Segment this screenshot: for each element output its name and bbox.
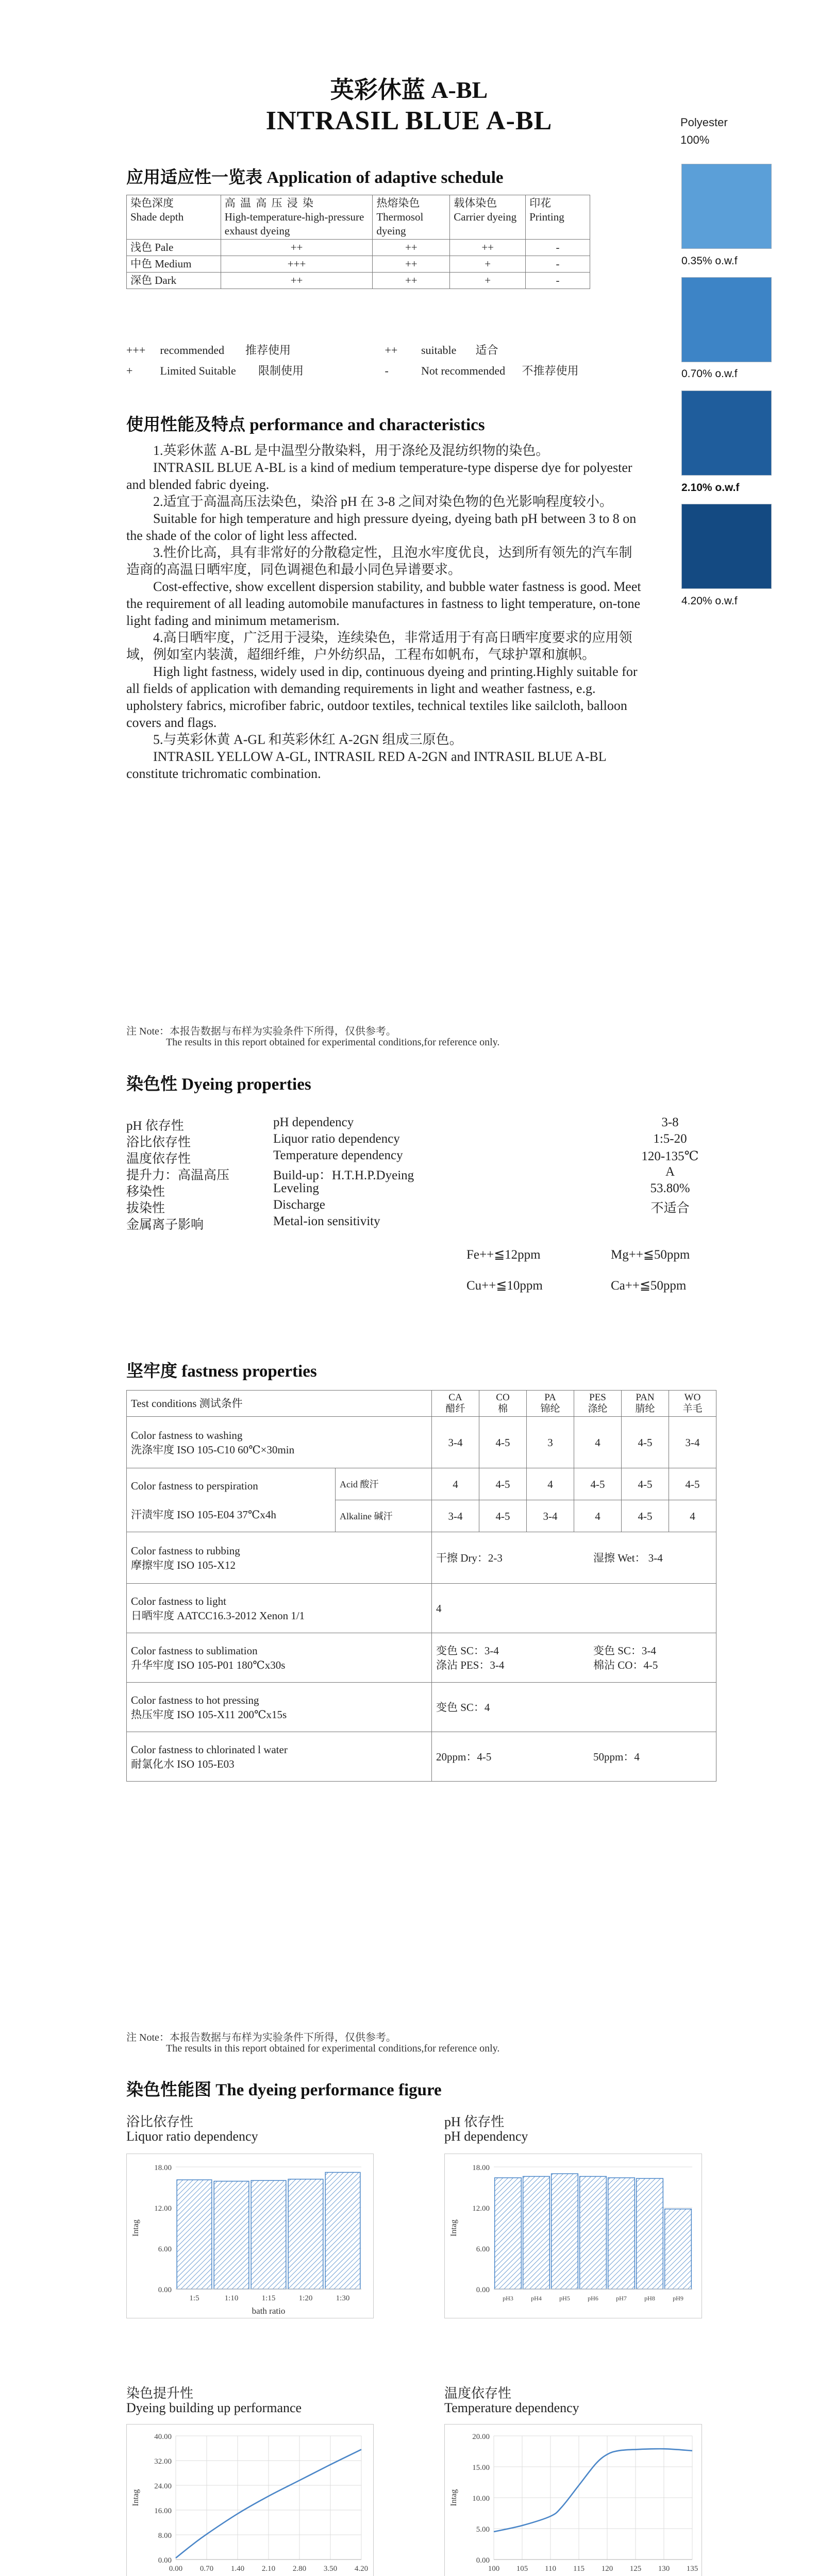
x-tick-label: 1:10 (224, 2294, 239, 2302)
chart-ph (444, 2154, 702, 2318)
x-tick-label: pH9 (673, 2295, 683, 2302)
table-cell: 20ppm：4-5 50ppm：4 (432, 1732, 716, 1782)
performance-heading: 使用性能及特点 performance and characteristics (126, 416, 485, 434)
table-cell: ++ (373, 240, 450, 256)
x-tick-label: 1.40 (230, 2565, 245, 2573)
y-tick-label: 18.00 (472, 2164, 490, 2172)
x-axis-label: bath ratio (252, 2306, 286, 2316)
x-tick-label: pH5 (559, 2295, 570, 2302)
y-axis-label: Intag (131, 2489, 140, 2506)
note-line2: The results in this report obtained for experimental conditions,for reference only. (166, 1037, 500, 1048)
application-heading: 应用适应性一览表 Application of adaptive schedule (126, 168, 504, 187)
metal-mg: Mg++≦50ppm (611, 1248, 690, 1262)
table-cell: 4 (432, 1584, 716, 1633)
chart-title: Dyeing building up performance (126, 2400, 302, 2415)
bar (495, 2178, 522, 2289)
paragraph: 5.与英彩休黄 A-GL 和英彩休红 A-2GN 组成三原色。 (153, 732, 463, 747)
x-tick-label: 100 (488, 2565, 500, 2573)
property-row: 提升力：高温高压 Build-up：H.T.H.P.Dyeing A (126, 1165, 675, 1182)
dyeing-properties-heading: 染色性 Dyeing properties (126, 1075, 311, 1094)
swatch-label: 0.70% o.w.f (681, 368, 738, 380)
table-cell: 4-5 (574, 1468, 622, 1500)
table-cell: 4 (527, 1468, 574, 1500)
table-cell: Acid 酸汗 (336, 1468, 432, 1500)
property-row: pH 依存性 pH dependency 3-8 (126, 1115, 679, 1133)
bar (251, 2180, 286, 2289)
paragraph: High light fastness, widely used in dip, continuous dyeing and printing.Highly suitable for all fields of application with demanding requirements in light and weather fastness, e.g. upholstery fabrics, microfiber fabric, outdoor textiles, technical textiles like sailcloth, balloon covers and flags. (126, 664, 638, 730)
table-cell: 4-5 (479, 1468, 527, 1500)
table-cell: 3-4 (669, 1417, 716, 1468)
y-tick-label: 0.00 (476, 2286, 490, 2294)
legend-line: + Limited Suitable 限制使用 - Not recommended 不推荐使用 (126, 364, 579, 377)
x-tick-label: 3.50 (323, 2565, 338, 2573)
bar (325, 2173, 360, 2289)
property-row: 温度依存性 Temperature dependency 120-135℃ (126, 1148, 699, 1166)
y-tick-label: 6.00 (158, 2245, 172, 2253)
bar (288, 2179, 323, 2289)
y-tick-label: 0.00 (476, 2556, 490, 2565)
y-tick-label: 20.00 (472, 2433, 490, 2441)
x-tick-label: 115 (573, 2565, 585, 2573)
header-cell: PAN 腈纶 (622, 1391, 669, 1417)
bar (665, 2209, 692, 2289)
bar (523, 2176, 550, 2289)
figure-heading: 染色性能图 The dyeing performance figure (126, 2081, 442, 2099)
y-tick-label: 0.00 (158, 2286, 172, 2294)
table-cell: + (450, 256, 526, 273)
chart-temperature-svg (445, 2425, 703, 2576)
table-row (127, 1732, 716, 1782)
x-tick-label: 110 (545, 2565, 556, 2573)
series-line (494, 2449, 692, 2532)
header-cell: 印花 Printing (526, 195, 590, 240)
table-cell: Alkaline 碱汗 (336, 1500, 432, 1532)
y-axis-label: Intag (449, 2489, 458, 2506)
table-cell: 4-5 (669, 1468, 716, 1500)
table-cell: - (526, 256, 590, 273)
x-tick-label: 2.10 (261, 2565, 276, 2573)
table-cell: Color fastness to chlorinated l water 耐氯化水 ISO 105-E03 (127, 1732, 432, 1782)
x-tick-label: 120 (601, 2565, 613, 2573)
chart-temperature (444, 2424, 702, 2576)
table-cell: 4 (432, 1468, 479, 1500)
header-cell: PA 锦纶 (527, 1391, 574, 1417)
bar (608, 2178, 635, 2289)
y-tick-label: 10.00 (472, 2495, 490, 2503)
table-cell: 4-5 (479, 1417, 527, 1468)
y-tick-label: 5.00 (476, 2526, 490, 2534)
swatch-label: 2.10% o.w.f (681, 482, 740, 494)
table-cell: 变色 SC：3-4 变色 SC：3-4 涤沾 PES：3-4 棉沾 CO：4-5 (432, 1633, 716, 1683)
y-tick-label: 8.00 (158, 2532, 172, 2540)
x-tick-label: 1:5 (189, 2294, 199, 2302)
table-cell: 4 (574, 1500, 622, 1532)
table-row (127, 240, 590, 256)
header-cell: 染色深度 Shade depth (127, 195, 221, 240)
chart-title-zh: 染色提升性 (126, 2386, 194, 2401)
chart-title: Liquor ratio dependency (126, 2129, 258, 2144)
bar (637, 2178, 663, 2289)
note-line1: 注 Note：本报告数据与布样为实验条件下所得，仅供参考。 (126, 1026, 396, 1037)
y-tick-label: 40.00 (154, 2433, 172, 2441)
y-tick-label: 0.00 (158, 2556, 172, 2565)
table-cell: Color fastness to perspiration 汗渍牢度 ISO 105-E04 37℃x4h (127, 1468, 336, 1532)
application-table (126, 195, 590, 289)
dyeing-properties (126, 1115, 719, 1231)
x-tick-label: pH8 (644, 2295, 655, 2302)
note-line2: The results in this report obtained for experimental conditions,for reference only. (166, 2043, 500, 2054)
table-row (127, 1532, 716, 1584)
swatch-subtitle: 100% (680, 133, 710, 146)
x-tick-label: 1:30 (336, 2294, 350, 2302)
table-cell: 深色 Dark (127, 273, 221, 289)
y-tick-label: 6.00 (476, 2245, 490, 2253)
property-row: 金属离子影响 Metal-ion sensitivity (126, 1214, 380, 1232)
swatch-title: Polyester (680, 116, 728, 129)
table-header-row (127, 1391, 716, 1417)
title-zh: 英彩休蓝 A-BL (330, 77, 488, 103)
metal-ca: Ca++≦50ppm (611, 1279, 687, 1293)
table-cell: ++ (450, 240, 526, 256)
table-cell: 干擦 Dry：2-3 湿擦 Wet： 3-4 (432, 1532, 716, 1584)
table-cell: 3-4 (432, 1417, 479, 1468)
header-cell: 载体染色 Carrier dyeing (450, 195, 526, 240)
header-cell: PES 涤纶 (574, 1391, 622, 1417)
chart-title-zh: 浴比依存性 (126, 2114, 194, 2129)
table-cell: + (450, 273, 526, 289)
chart-title-zh: pH 依存性 (444, 2114, 505, 2129)
y-tick-label: 18.00 (154, 2164, 172, 2172)
table-cell: Color fastness to hot pressing 热压牢度 ISO 105-X11 200℃x15s (127, 1683, 432, 1732)
y-tick-label: 24.00 (154, 2482, 172, 2490)
table-cell: 浅色 Pale (127, 240, 221, 256)
chart-title: pH dependency (444, 2129, 528, 2144)
y-axis-label: Intag (131, 2219, 140, 2236)
paragraph: 2.适宜于高温高压法染色，染浴 pH 在 3-8 之间对染色物的色光影响程度较小。 (153, 494, 613, 509)
table-row (127, 256, 590, 273)
table-cell: 3-4 (432, 1500, 479, 1532)
y-tick-label: 15.00 (472, 2464, 490, 2472)
x-tick-label: 1:20 (298, 2294, 313, 2302)
header-cell: CA 醋纤 (432, 1391, 479, 1417)
table-cell: Color fastness to rubbing 摩擦牢度 ISO 105-X12 (127, 1532, 432, 1584)
bar (552, 2174, 578, 2289)
x-tick-label: 2.80 (292, 2565, 307, 2573)
header-cell: Test conditions 测试条件 (127, 1391, 432, 1417)
header-cell: 高 温 高 压 浸 染 High-temperature-high-pressure exhaust dyeing (221, 195, 373, 240)
table-cell: - (526, 240, 590, 256)
table-row (127, 1584, 716, 1633)
x-tick-label: 135 (686, 2565, 698, 2573)
property-row: 移染性 Leveling 53.80% (126, 1181, 690, 1199)
header-cell: CO 棉 (479, 1391, 527, 1417)
swatch-1 (681, 277, 772, 362)
chart-title: Temperature dependency (444, 2400, 579, 2415)
x-tick-label: 105 (516, 2565, 528, 2573)
x-tick-label: 125 (629, 2565, 642, 2573)
property-row: 拔染性 Discharge 不适合 (126, 1198, 690, 1215)
swatch-3 (681, 504, 772, 589)
chart-liquor-ratio-svg (127, 2154, 374, 2319)
x-tick-label: 4.20 (354, 2565, 369, 2573)
x-tick-label: 1:15 (261, 2294, 276, 2302)
table-cell: 3-4 (527, 1500, 574, 1532)
header-cell: 热熔染色 Thermosol dyeing (373, 195, 450, 240)
paragraph: Cost-effective, show excellent dispersion stability, and bubble water fastness is good. Meet the requirement of all leading automobile manufactures in fastness to light temperature, on-tone light fading and minimum metamerism. (126, 579, 641, 628)
swatch-2 (681, 391, 772, 476)
chart-build-up (126, 2424, 374, 2576)
chart-title-zh: 温度依存性 (444, 2386, 512, 2401)
chart-build-up-svg (127, 2425, 374, 2576)
table-header-row (127, 195, 590, 240)
y-tick-label: 12.00 (154, 2205, 172, 2213)
table-cell: Color fastness to washing 洗涤牢度 ISO 105-C10 60℃×30min (127, 1417, 432, 1468)
metal-fe: Fe++≦12ppm (466, 1248, 541, 1262)
y-tick-label: 12.00 (472, 2205, 490, 2213)
table-cell: ++ (221, 273, 373, 289)
chart-ph-svg (445, 2154, 703, 2319)
swatch-0 (681, 164, 772, 249)
legend-line: +++ recommended 推荐使用 ++ suitable 适合 (126, 344, 498, 357)
table-row (127, 1468, 716, 1500)
table-cell: Color fastness to sublimation 升华牢度 ISO 105-P01 180℃x30s (127, 1633, 432, 1683)
y-tick-label: 32.00 (154, 2458, 172, 2466)
table-cell: 4 (669, 1500, 716, 1532)
swatch-label: 0.35% o.w.f (681, 255, 738, 267)
x-tick-label: 0.00 (169, 2565, 183, 2573)
table-cell: 4-5 (622, 1468, 669, 1500)
table-cell: Color fastness to light 日晒牢度 AATCC16.3-2012 Xenon 1/1 (127, 1584, 432, 1633)
paragraph: 4.高日晒牢度，广泛用于浸染，连续染色，非常适用于有高日晒牢度要求的应用领域，例如室内装潢，超细纤维，户外纺织品，工程布如帆布，气球护罩和旗帜。 (126, 630, 632, 662)
table-cell: ++ (373, 256, 450, 273)
x-tick-label: pH3 (503, 2295, 513, 2302)
y-tick-label: 16.00 (154, 2507, 172, 2515)
fastness-table (126, 1390, 716, 1782)
table-cell: 变色 SC：4 (432, 1683, 716, 1732)
paragraph: INTRASIL YELLOW A-GL, INTRASIL RED A-2GN and INTRASIL BLUE A-BL constitute trichromatic combination. (126, 749, 606, 781)
x-tick-label: 0.70 (199, 2565, 214, 2573)
table-cell: ++ (373, 273, 450, 289)
table-cell: 3 (527, 1417, 574, 1468)
table-cell: 4-5 (479, 1500, 527, 1532)
table-row (127, 1417, 716, 1468)
y-axis-label: Intag (449, 2219, 458, 2236)
table-cell: 4 (574, 1417, 622, 1468)
bar (580, 2176, 607, 2289)
performance-body (126, 442, 642, 782)
table-row (127, 1683, 716, 1732)
paragraph: 1.英彩休蓝 A-BL 是中温型分散染料，用于涤纶及混纺织物的染色。 (153, 443, 549, 458)
x-tick-label: pH6 (588, 2295, 598, 2302)
table-cell: ++ (221, 240, 373, 256)
chart-liquor-ratio (126, 2154, 374, 2318)
fastness-heading: 坚牢度 fastness properties (126, 1362, 317, 1381)
x-tick-label: pH4 (531, 2295, 542, 2302)
bar (214, 2181, 249, 2289)
table-cell: 4-5 (622, 1417, 669, 1468)
paragraph: Suitable for high temperature and high pressure dyeing, dyeing bath pH between 3 to 8 on the shade of the color of light less affected. (126, 511, 637, 543)
title-en: INTRASIL BLUE A-BL (265, 106, 553, 135)
metal-cu: Cu++≦10ppm (466, 1279, 543, 1293)
x-tick-label: pH7 (616, 2295, 627, 2302)
table-cell: 中色 Medium (127, 256, 221, 273)
paragraph: INTRASIL BLUE A-BL is a kind of medium temperature-type disperse dye for polyester and blended fabric dyeing. (126, 460, 632, 492)
note-line1: 注 Note：本报告数据与布样为实验条件下所得，仅供参考。 (126, 2032, 396, 2043)
table-row (127, 1633, 716, 1683)
table-cell: - (526, 273, 590, 289)
swatch-panel (680, 116, 794, 147)
property-row: 浴比依存性 Liquor ratio dependency 1:5-20 (126, 1132, 687, 1149)
swatch-label: 4.20% o.w.f (681, 595, 738, 607)
x-tick-label: 130 (658, 2565, 670, 2573)
table-cell: 4-5 (622, 1500, 669, 1532)
table-row (127, 273, 590, 289)
paragraph: 3.性价比高，具有非常好的分散稳定性，且泡水牢度优良，达到所有领先的汽车制造商的高温日晒牢度，同色调褪色和最小同色异谱要求。 (126, 545, 632, 577)
legend (126, 340, 667, 381)
bar (177, 2180, 212, 2289)
header-cell: WO 羊毛 (669, 1391, 716, 1417)
table-cell: +++ (221, 256, 373, 273)
